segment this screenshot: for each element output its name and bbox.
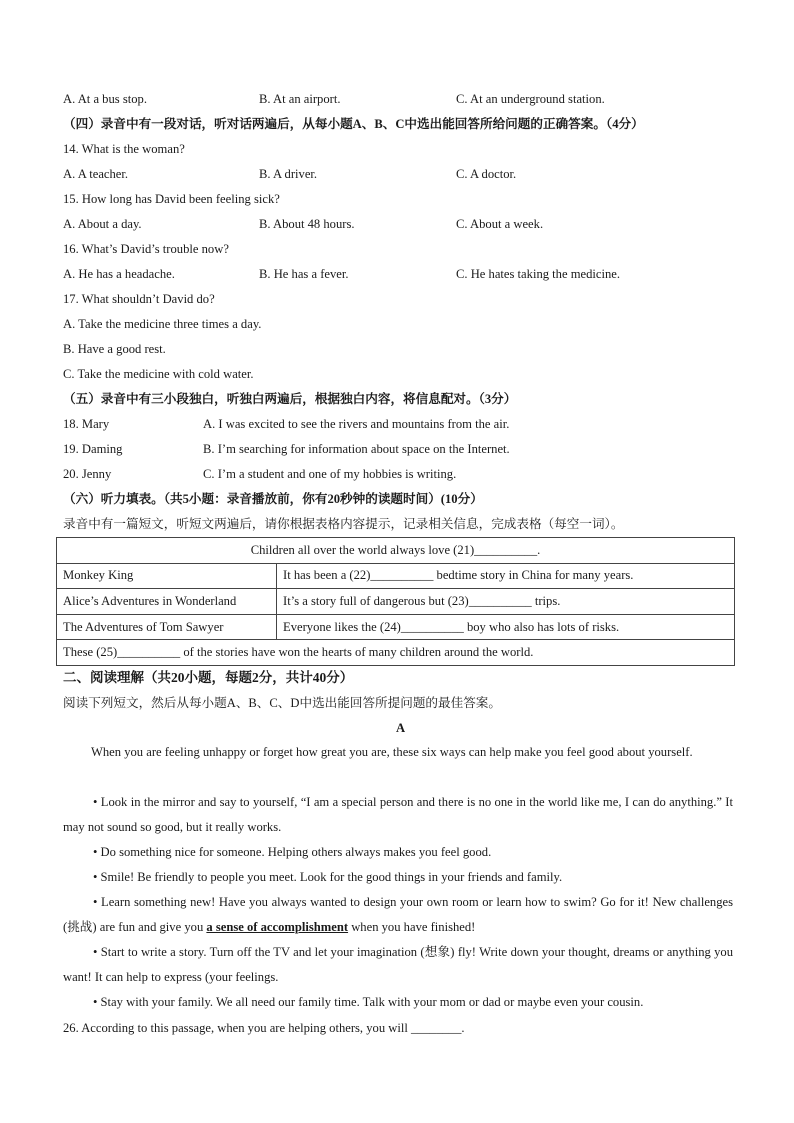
section4-heading: （四）录音中有一段对话，听对话两遍后，从每小题A、B、C中选出能回答所给问题的正确答案。（4分） bbox=[63, 117, 644, 131]
table-cell-desc: It’s a story full of dangerous but (23)__________ trips. bbox=[277, 589, 735, 615]
match-speaker: 19. Daming bbox=[63, 442, 123, 456]
option-b: B. At an airport. bbox=[259, 92, 341, 106]
q17-option-a: A. Take the medicine three times a day. bbox=[63, 317, 262, 331]
table-cell-book: The Adventures of Tom Sawyer bbox=[57, 614, 277, 640]
bullet-4-text-end: when you have finished! bbox=[348, 920, 476, 934]
table-cell: Children all over the world always love (21)__________. bbox=[57, 538, 735, 564]
option-c: C. A doctor. bbox=[456, 167, 517, 181]
option-c: C. About a week. bbox=[456, 217, 544, 231]
passage-bullet-4 bbox=[63, 890, 733, 940]
match-statement: A. I was excited to see the rivers and mountains from the air. bbox=[203, 417, 510, 431]
option-a: A. At a bus stop. bbox=[63, 92, 147, 106]
section6-heading: （六）听力填表。（共5小题：录音播放前，你有20秒钟的读题时间）(10分） bbox=[63, 492, 483, 506]
q17-option-b: B. Have a good rest. bbox=[63, 342, 166, 356]
option-b: B. About 48 hours. bbox=[259, 217, 355, 231]
part2-heading: 二、阅读理解（共20小题，每题2分，共计40分） bbox=[63, 670, 354, 685]
q17-stem: 17. What shouldn’t David do? bbox=[63, 292, 215, 306]
table-cell-book: Alice’s Adventures in Wonderland bbox=[57, 589, 277, 615]
part2-instruction: 阅读下列短文，然后从每小题A、B、C、D中选出能回答所提问题的最佳答案。 bbox=[63, 696, 501, 710]
table-row bbox=[57, 538, 735, 564]
match-statement: C. I’m a student and one of my hobbies is writing. bbox=[203, 467, 457, 481]
underlined-phrase: a sense of accomplishment bbox=[206, 920, 349, 934]
passage-bullet-3: • Smile! Be friendly to people you meet. Look for the good things in your friends and family. bbox=[93, 870, 563, 884]
passage-bullet-5: • Start to write a story. Turn off the TV and let your imagination (想象) fly! Write down your thought, dreams or anything you want! It can help to express (your feelings. bbox=[63, 945, 733, 984]
section5-heading: （五）录音中有三小段独白，听独白两遍后，根据独白内容，将信息配对。（3分） bbox=[63, 392, 517, 406]
option-a: A. A teacher. bbox=[63, 167, 129, 181]
listening-table bbox=[56, 537, 735, 666]
match-speaker: 18. Mary bbox=[63, 417, 110, 431]
match-statement: B. I’m searching for information about space on the Internet. bbox=[203, 442, 510, 456]
option-a: A. He has a headache. bbox=[63, 267, 175, 281]
passage-bullet-6: • Stay with your family. We all need our family time. Talk with your mom or dad or maybe even your cousin. bbox=[93, 995, 644, 1009]
q15-stem: 15. How long has David been feeling sick? bbox=[63, 192, 280, 206]
table-cell-book: Monkey King bbox=[57, 563, 277, 589]
q16-stem: 16. What’s David’s trouble now? bbox=[63, 242, 229, 256]
q26-stem: 26. According to this passage, when you are helping others, you will ________. bbox=[63, 1021, 465, 1035]
section6-instruction: 录音中有一篇短文，听短文两遍后，请你根据表格内容提示，记录相关信息，完成表格（每空一词）。 bbox=[63, 517, 624, 531]
q17-option-c: C. Take the medicine with cold water. bbox=[63, 367, 254, 381]
passage-label: A bbox=[395, 721, 406, 735]
table-row bbox=[57, 589, 735, 615]
option-b: B. A driver. bbox=[259, 167, 318, 181]
passage-bullet-1: • Look in the mirror and say to yourself, “I am a special person and there is no one in the world like me, I can do anything.” It may not sound so good, but it really works. bbox=[63, 795, 733, 834]
passage-bullet-2: • Do something nice for someone. Helping others always makes you feel good. bbox=[93, 845, 492, 859]
option-c: C. He hates taking the medicine. bbox=[456, 267, 621, 281]
option-a: A. About a day. bbox=[63, 217, 142, 231]
table-row bbox=[57, 614, 735, 640]
bullet-4-text: • Learn something new! Have you always wanted to design your own room or learn how to swim? Go for it! New challenges (挑战) are fun and give you bbox=[63, 895, 733, 934]
table-row bbox=[57, 640, 735, 666]
option-b: B. He has a fever. bbox=[259, 267, 349, 281]
option-c: C. At an underground station. bbox=[456, 92, 605, 106]
table-cell: These (25)__________ of the stories have won the hearts of many children around the world. bbox=[57, 640, 735, 666]
match-speaker: 20. Jenny bbox=[63, 467, 112, 481]
table-row bbox=[57, 563, 735, 589]
table-cell-desc: Everyone likes the (24)__________ boy who also has lots of risks. bbox=[277, 614, 735, 640]
q14-stem: 14. What is the woman? bbox=[63, 142, 185, 156]
passage-intro: When you are feeling unhappy or forget how great you are, these six ways can help make you feel good about yourself. bbox=[91, 745, 693, 759]
table-cell-desc: It has been a (22)__________ bedtime story in China for many years. bbox=[277, 563, 735, 589]
